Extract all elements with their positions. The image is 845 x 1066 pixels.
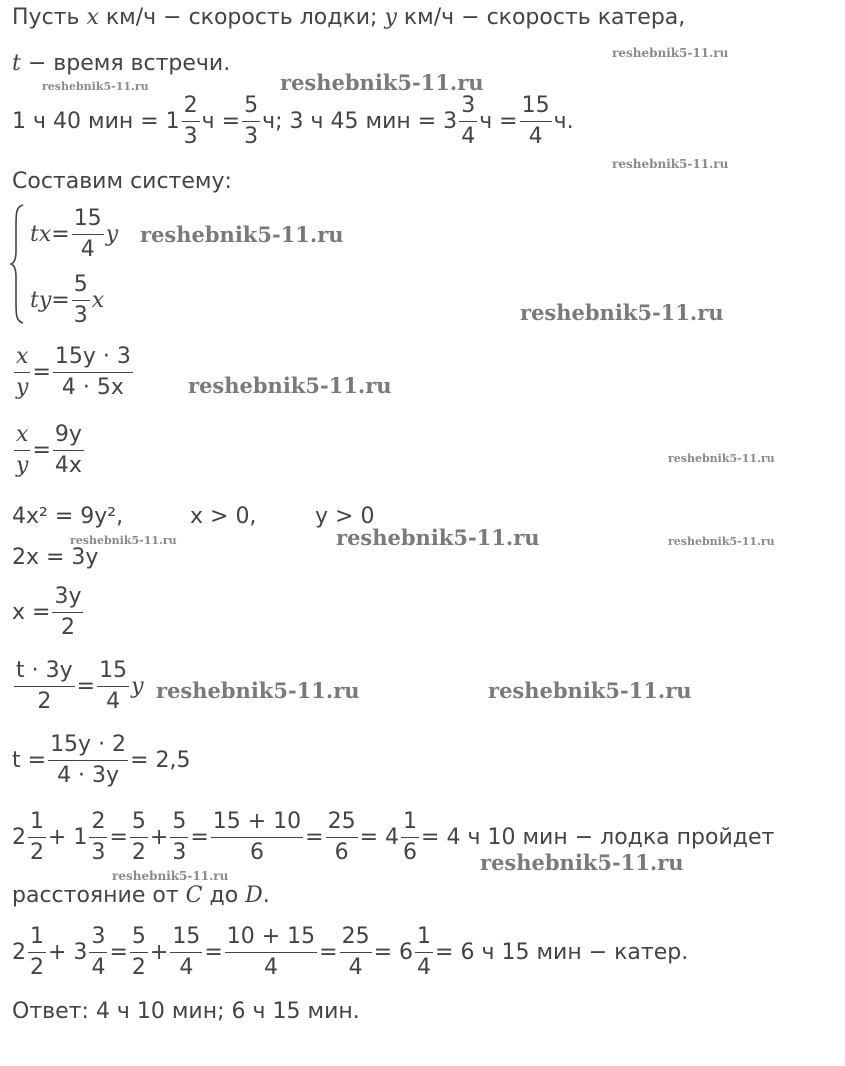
fraction: $\frac{5}{2}$ — [131, 924, 146, 980]
cutter-calculation: 2 $\frac{1}{2}$ + 3 $\frac{3}{4}$ = $\frac{5}{2}$ + $\frac{15}{4}$ = $\frac{10 + 15}{4}$ = $\frac{25}{4}$ = 6 $\frac{1}{4}$ = 6 ч 15 мин − катер. — [12, 924, 689, 980]
step-7: t = $\frac{15y \cdot 2}{4 \cdot 3y}$ = 2,5 — [12, 732, 191, 788]
fraction: $\frac{3}{4}$ — [461, 93, 476, 149]
intro-line-2 — [12, 50, 230, 78]
intro-text: Пусть — [12, 5, 87, 30]
fraction: $\frac{2}{3}$ — [91, 809, 106, 865]
fraction: $\frac{3y}{2}$ — [54, 584, 82, 640]
fraction: $\frac{15y \cdot 2}{4 \cdot 3y}$ — [50, 732, 127, 788]
watermark: reshebnik5-11.ru — [188, 373, 392, 398]
fraction: $\frac{15}{4}$ — [73, 206, 102, 262]
watermark: reshebnik5-11.ru — [488, 678, 692, 703]
watermark: reshebnik5-11.ru — [480, 850, 684, 875]
fraction: $\frac{x}{y}$ — [16, 422, 29, 478]
step-3-cond-x: x > 0, — [190, 504, 257, 529]
step-1: $\frac{x}{y}$ = $\frac{15y \cdot 3}{4 \cdot 5x}$ — [16, 344, 131, 400]
fraction: $\frac{3}{4}$ — [91, 924, 106, 980]
time-conversion — [12, 94, 574, 149]
watermark: reshebnik5-11.ru — [668, 452, 775, 465]
time-text: ч. — [553, 109, 574, 134]
step-4: 2x = 3y — [12, 545, 99, 570]
fraction: $\frac{15}{4}$ — [172, 924, 201, 980]
fraction: $\frac{5}{3}$ — [244, 93, 259, 149]
fraction: $\frac{x}{y}$ — [16, 344, 29, 400]
fraction: $\frac{1}{6}$ — [403, 809, 418, 865]
system-eq-2: ty = $\frac{5}{3}$ x — [30, 272, 105, 328]
boat-calculation: 2 $\frac{1}{2}$ + 1 $\frac{2}{3}$ = $\frac{5}{2}$ + $\frac{5}{3}$ = $\frac{15 + 10}{6}$ = $\frac{25}{6}$ = 4 $\frac{1}{6}$ = 4 ч 10 мин − лодка пройдет — [12, 809, 775, 865]
step-3-cond-y: y > 0 — [315, 504, 375, 529]
step-2: $\frac{x}{y}$ = $\frac{9y}{4x}$ — [16, 422, 82, 478]
watermark: reshebnik5-11.ru — [70, 534, 177, 547]
fraction: $\frac{10 + 15}{4}$ — [226, 924, 316, 980]
time-text: 1 ч 40 мин = 1 — [12, 109, 180, 134]
step-3: 4x² = 9y², — [12, 504, 124, 529]
fraction: $\frac{1}{2}$ — [30, 924, 44, 980]
answer: Ответ: 4 ч 10 мин; 6 ч 15 мин. — [12, 999, 360, 1024]
system-label: Составим систему: — [12, 169, 232, 194]
watermark: reshebnik5-11.ru — [668, 535, 775, 548]
time-text: ч = — [201, 109, 241, 134]
fraction: $\frac{15 + 10}{6}$ — [212, 809, 302, 865]
time-text: ч = — [479, 109, 518, 134]
fraction: $\frac{2}{3}$ — [183, 93, 198, 149]
intro-text: км/ч − скорость катера, — [396, 5, 686, 30]
watermark: reshebnik5-11.ru — [156, 678, 360, 703]
boat-line-2: расстояние от C до D. — [12, 883, 270, 908]
fraction: $\frac{25}{4}$ — [341, 924, 370, 980]
fraction: $\frac{1}{4}$ — [417, 924, 432, 980]
var-t: t — [12, 51, 21, 76]
system-eq-1: tx = $\frac{15}{4}$ y — [30, 206, 119, 262]
watermark: reshebnik5-11.ru — [336, 525, 540, 550]
intro-line-1 — [12, 4, 685, 32]
watermark: reshebnik5-11.ru — [612, 46, 729, 60]
watermark: reshebnik5-11.ru — [42, 80, 149, 93]
var-x: x — [86, 5, 99, 30]
fraction: $\frac{9y}{4x}$ — [54, 422, 82, 478]
fraction: $\frac{25}{6}$ — [327, 809, 356, 865]
fraction: $\frac{15}{4}$ — [99, 658, 128, 714]
var-y: y — [384, 5, 397, 30]
intro-text: − время встречи. — [20, 51, 231, 76]
fraction: $\frac{5}{2}$ — [131, 809, 146, 865]
watermark: reshebnik5-11.ru — [140, 222, 344, 247]
intro-text: км/ч − скорость лодки; — [98, 5, 385, 30]
step-5: x = $\frac{3y}{2}$ — [12, 584, 82, 640]
fraction: $\frac{5}{3}$ — [73, 272, 88, 328]
system-brace — [10, 203, 24, 325]
watermark: reshebnik5-11.ru — [612, 157, 729, 171]
fraction: $\frac{t \cdot 3y}{2}$ — [16, 658, 73, 714]
time-text: ч; 3 ч 45 мин = 3 — [262, 109, 458, 134]
fraction: $\frac{15}{4}$ — [521, 93, 550, 149]
watermark: reshebnik5-11.ru — [112, 869, 229, 883]
step-6: $\frac{t \cdot 3y}{2}$ = $\frac{15}{4}$ y — [16, 658, 144, 714]
fraction: $\frac{15y \cdot 3}{4 \cdot 5x}$ — [54, 344, 131, 400]
watermark: reshebnik5-11.ru — [520, 300, 724, 325]
fraction: $\frac{5}{3}$ — [172, 809, 187, 865]
watermark: reshebnik5-11.ru — [280, 70, 484, 95]
fraction: $\frac{1}{2}$ — [30, 809, 44, 865]
